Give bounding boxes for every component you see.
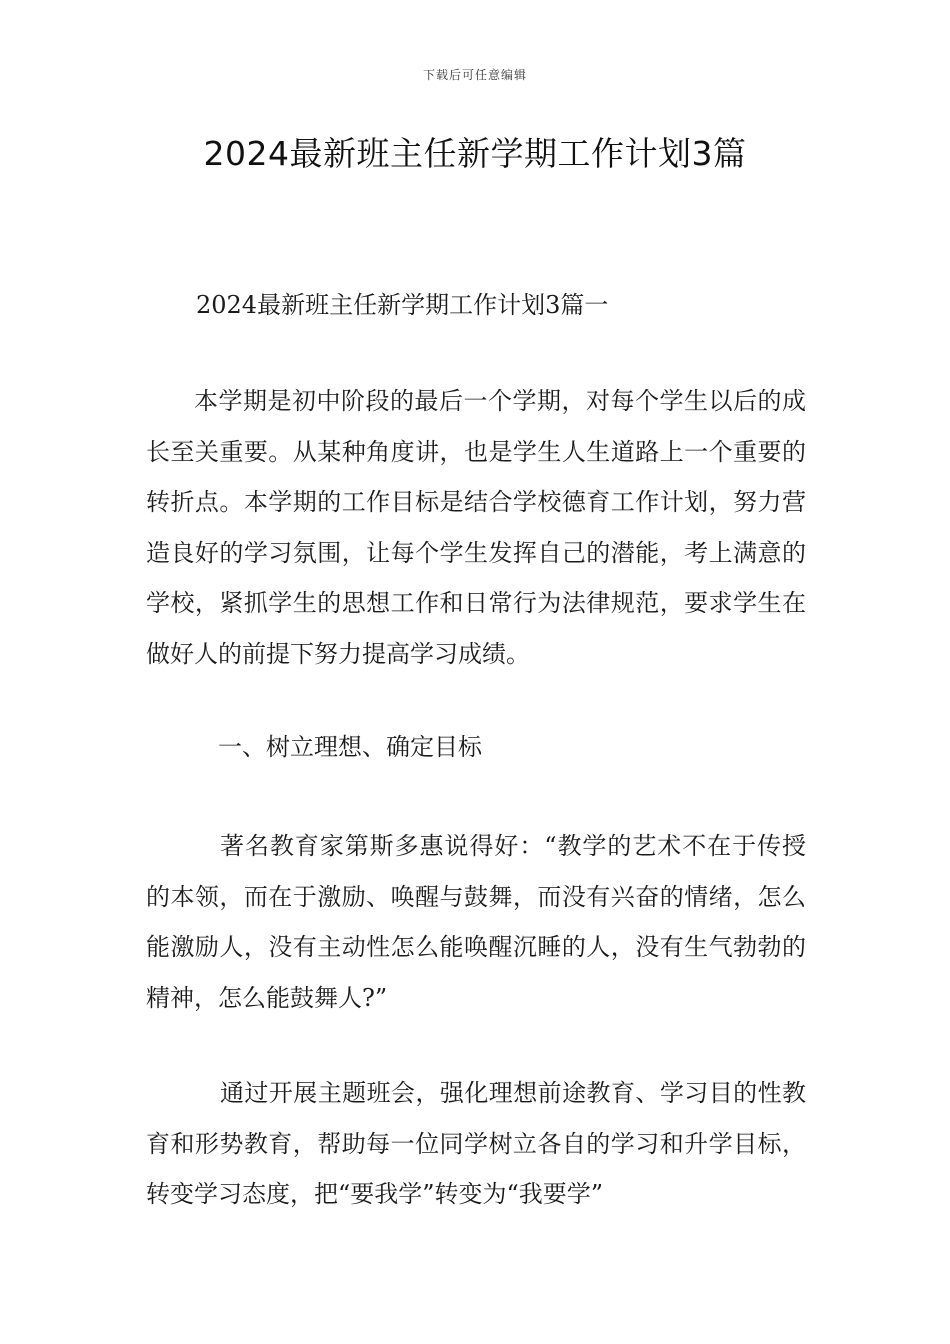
paragraph-quote: 著名教育家第斯多惠说得好：“教学的艺术不在于传授的本领，而在于激励、唤醒与鼓舞，而没有兴奋的情绪，怎么能激励人，没有主动性怎么能唤醒沉睡的人，没有生气勃勃的精神，怎么能鼓舞人?”	[146, 832, 806, 1012]
document-title: 2024最新班主任新学期工作计划3篇	[203, 134, 747, 173]
header-note: 下载后可任意编辑	[422, 68, 527, 82]
paragraph-theme-meeting: 通过开展主题班会，强化理想前途教育、学习目的性教育和形势教育，帮助每一位同学树立各自的学习和升学目标，转变学习态度，把“要我学”转变为“我要学”	[146, 1079, 806, 1208]
section-heading: 一、树立理想、确定目标	[218, 733, 482, 761]
paragraph-intro: 本学期是初中阶段的最后一个学期，对每个学生以后的成长至关重要。从某种角度讲，也是学生人生道路上一个重要的转折点。本学期的工作目标是结合学校德育工作计划，努力营造良好的学习氛围，让每个学生发挥自己的潜能，考上满意的学校，紧抓学生的思想工作和日常行为法律规范，要求学生在做好人的前提下努力提高学习成绩。	[146, 387, 806, 668]
section-subtitle: 2024最新班主任新学期工作计划3篇一	[196, 291, 609, 319]
